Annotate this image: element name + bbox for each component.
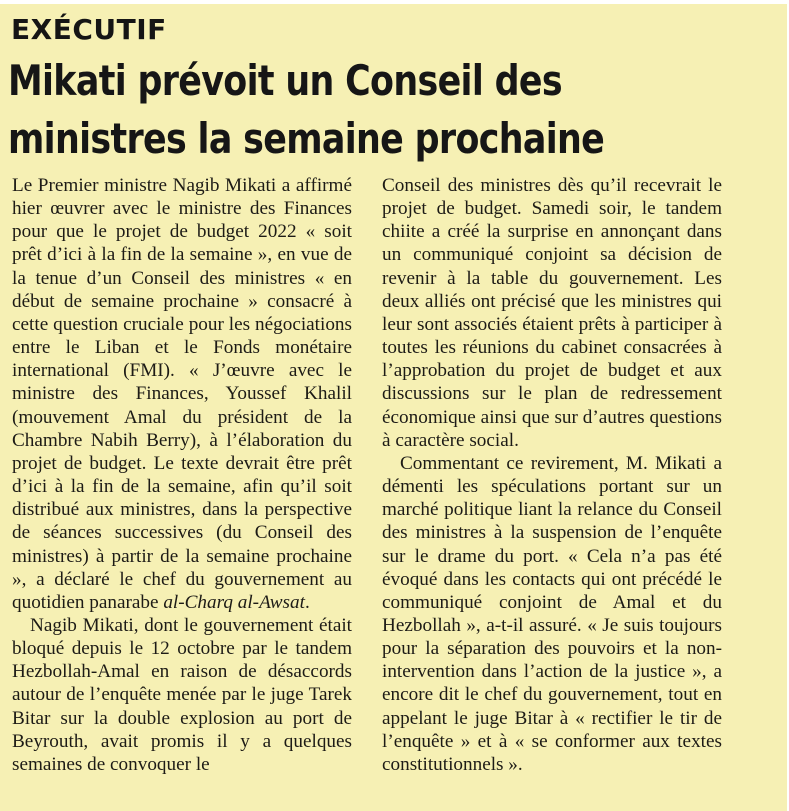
article-headline (8, 52, 647, 168)
article-column-left (12, 174, 352, 776)
paragraph-4: Commentant ce revirement, M. Mikati a démenti les spéculations portant sur un marché politique liant la relance du Conseil des ministres à la suspension de l’enquête sur le drame du port. « Cela n’a pas été évoqué dans les contacts qui ont précédé le communiqué conjoint de Amal et du Hezbollah », a-t-il assuré. « Je suis toujours pour la séparation des pouvoirs et la non-intervention dans l’action de la justice », a encore dit le chef du gouvernement, tout en appelant le juge Bitar à « rectifier le tir de l’enquête » et à « se conformer aux textes constitutionnels ». (382, 452, 722, 775)
paragraph-1-text: Le Premier ministre Nagib Mikati a affirmé hier œuvrer avec le ministre des Finances pour que le projet de budget 2022 « soit prêt d’ici à la fin de la semaine », en vue de la tenue d’un Conseil des ministres « en début de semaine prochaine » consacré à cette question cruciale pour les négociations entre le Liban et le Fonds monétaire international (FMI). « J’œuvre avec le ministre des Finances, Youssef Khalil (mouvement Amal du président de la Chambre Nabih Berry), à l’élaboration du projet de budget. Le texte devrait être prêt d’ici à la fin de la semaine, afin qu’il soit distribué aux ministres, dans la perspective de séances successives (du Conseil des ministres) à partir de la semaine prochaine », a déclaré le chef du gouvernement au quotidien panarabe (12, 175, 352, 613)
newspaper-name: al-Charq al-Awsat (163, 591, 305, 613)
paragraph-3: Conseil des ministres dès qu’il recevrait le projet de budget. Samedi soir, le tandem chiite a créé la surprise en annonçant dans un communiqué conjoint sa décision de revenir à la table du gouvernement. Les deux alliés ont précisé que les ministres qui leur sont associés étaient prêts à participer à toutes les réunions du cabinet consacrées à l’approbation du projet de budget et aux discussions sur le plan de redressement économique ainsi que sur d’autres questions à caractère social. (382, 175, 722, 451)
top-border (0, 0, 789, 4)
headline-line-2: ministres la semaine prochaine (8, 114, 605, 163)
headline-line-1: Mikati prévoit un Conseil des (8, 56, 562, 105)
paragraph-1-end: . (304, 591, 310, 613)
section-kicker: EXÉCUTIF (11, 13, 167, 46)
article-column-right (382, 174, 722, 776)
paragraph-2: Nagib Mikati, dont le gouvernement était bloqué depuis le 12 octobre par le tandem Hezbollah-Amal en raison de désaccords autour de l’enquête menée par le juge Tarek Bitar sur la double explosion au port de Beyrouth, avait promis il y a quelques semaines de convoquer le (12, 614, 352, 775)
paragraph-1 (12, 174, 352, 614)
